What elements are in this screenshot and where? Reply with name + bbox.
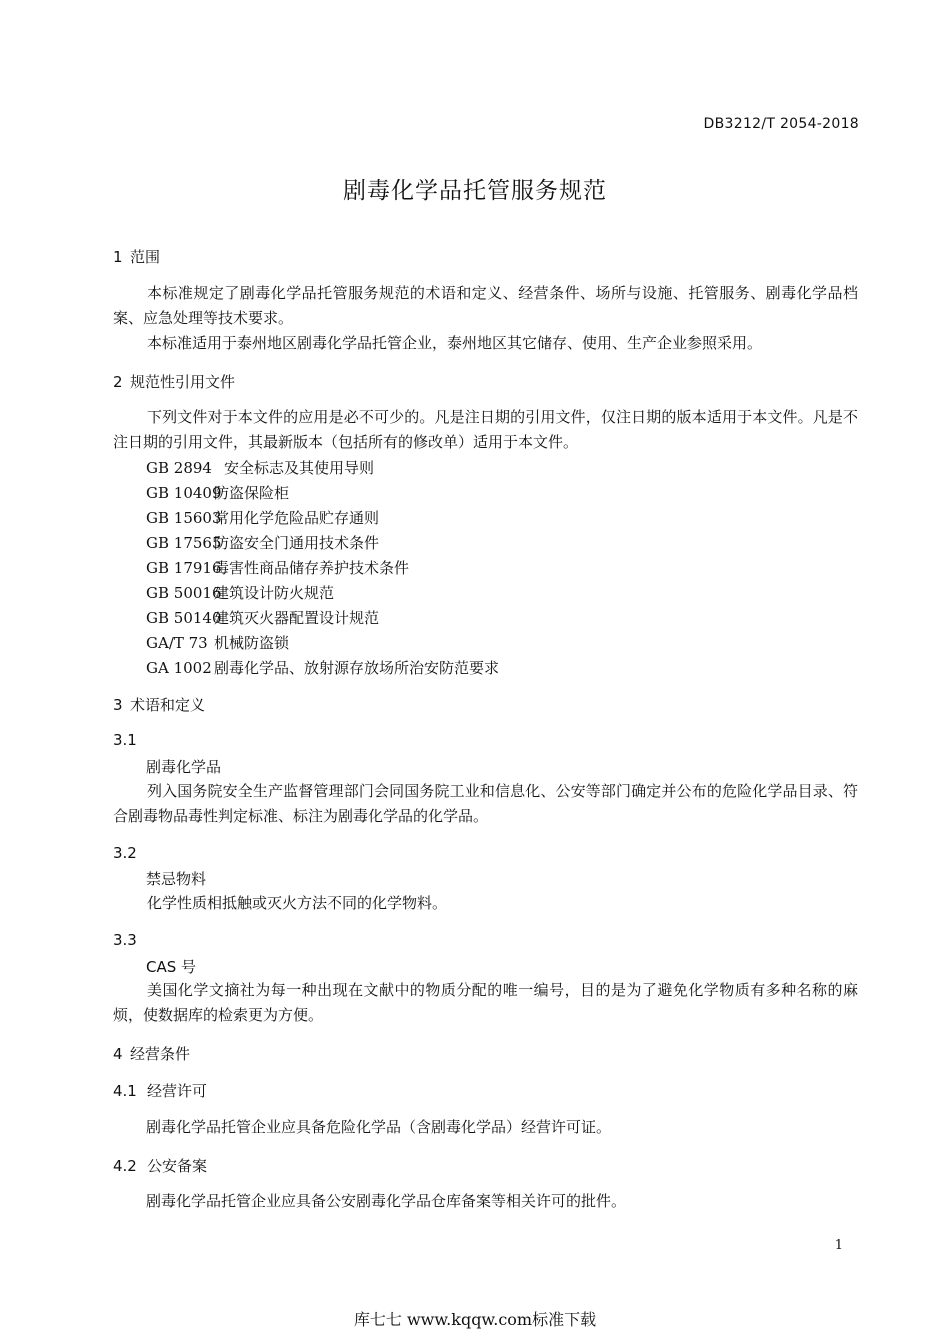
reference-item <box>146 482 289 503</box>
section-2-heading <box>113 371 235 392</box>
reference-code: GB 2894 <box>146 459 212 477</box>
reference-code: GB 17916 <box>146 559 222 577</box>
document-title: 剧毒化学品托管服务规范 <box>343 178 607 204</box>
term-name: CAS 号 <box>146 958 197 976</box>
term-number: 3.1 <box>113 731 137 749</box>
reference-item <box>146 507 379 528</box>
reference-name: 安全标志及其使用导则 <box>224 459 375 477</box>
section-2-paragraph: 下列文件对于本文件的应用是必不可少的。凡是注日期的引用文件，仅注日期的版本适用于本文件。凡是不注日期的引用文件，其最新版本（包括所有的修改单）适用于本文件。 <box>113 408 858 451</box>
term-name: 禁忌物料 <box>146 870 207 888</box>
reference-code: GA/T 73 <box>146 634 208 652</box>
reference-code: GB 50016 <box>146 584 222 602</box>
reference-item <box>146 557 409 578</box>
term-definition: 化学性质相抵触或灭火方法不同的化学物料。 <box>147 894 448 912</box>
section-1-paragraph-2: 本标准适用于泰州地区剧毒化学品托管企业，泰州地区其它储存、使用、生产企业参照采用。 <box>147 334 763 352</box>
reference-name: 防盗安全门通用技术条件 <box>214 534 380 552</box>
subsection-4-1-heading <box>113 1080 207 1101</box>
page-number: 1 <box>834 1238 843 1253</box>
reference-item <box>146 532 379 553</box>
section-4-heading <box>113 1043 190 1064</box>
footer-watermark: 库七七 www.kqqw.com标准下载 <box>353 1310 597 1329</box>
reference-name: 常用化学危险品贮存通则 <box>214 509 380 527</box>
subsection-4-1-text: 剧毒化学品托管企业应具备危险化学品（含剧毒化学品）经营许可证。 <box>146 1118 612 1136</box>
subsection-4-2-text: 剧毒化学品托管企业应具备公安剧毒化学品仓库备案等相关许可的批件。 <box>146 1192 627 1210</box>
reference-name: 毒害性商品储存养护技术条件 <box>214 559 410 577</box>
section-title: 规范性引用文件 <box>130 373 236 391</box>
reference-name: 建筑灭火器配置设计规范 <box>214 609 380 627</box>
subsection-title: 经营许可 <box>147 1082 208 1100</box>
reference-name: 建筑设计防火规范 <box>214 584 335 602</box>
section-number: 3 <box>113 696 123 714</box>
reference-name: 机械防盗锁 <box>214 634 290 652</box>
section-number: 4 <box>113 1045 123 1063</box>
reference-item <box>146 582 334 603</box>
section-title: 经营条件 <box>130 1045 191 1063</box>
reference-code: GB 50140 <box>146 609 222 627</box>
reference-code: GB 17565 <box>146 534 222 552</box>
section-title: 范围 <box>130 248 161 266</box>
reference-item <box>146 607 379 628</box>
subsection-title: 公安备案 <box>147 1157 208 1175</box>
reference-code: GB 10409 <box>146 484 222 502</box>
term-definition: 列入国务院安全生产监督管理部门会同国务院工业和信息化、公安等部门确定并公布的危险化学品目录、符合剧毒物品毒性判定标准、标注为剧毒化学品的化学品。 <box>113 782 858 825</box>
reference-name: 剧毒化学品、放射源存放场所治安防范要求 <box>214 659 500 677</box>
section-3-heading <box>113 694 205 715</box>
term-number: 3.2 <box>113 844 137 862</box>
document-code: DB3212/T 2054-2018 <box>703 116 859 132</box>
term-number: 3.3 <box>113 931 137 949</box>
subsection-4-2-heading <box>113 1155 207 1176</box>
section-1-paragraph-1: 本标准规定了剧毒化学品托管服务规范的术语和定义、经营条件、场所与设施、托管服务、剧毒化学品档案、应急处理等技术要求。 <box>113 284 858 327</box>
reference-item <box>146 657 499 678</box>
reference-name: 防盗保险柜 <box>214 484 290 502</box>
section-1-heading <box>113 246 160 267</box>
term-name: 剧毒化学品 <box>146 758 222 776</box>
reference-code: GB 15603 <box>146 509 222 527</box>
term-definition: 美国化学文摘社为每一种出现在文献中的物质分配的唯一编号，目的是为了避免化学物质有多种名称的麻烦，使数据库的检索更为方便。 <box>113 981 858 1024</box>
reference-item <box>146 457 374 478</box>
subsection-number: 4.2 <box>113 1157 137 1175</box>
reference-item <box>146 632 289 653</box>
subsection-number: 4.1 <box>113 1082 137 1100</box>
section-number: 1 <box>113 248 123 266</box>
section-number: 2 <box>113 373 123 391</box>
section-title: 术语和定义 <box>130 696 206 714</box>
reference-code: GA 1002 <box>146 659 212 677</box>
